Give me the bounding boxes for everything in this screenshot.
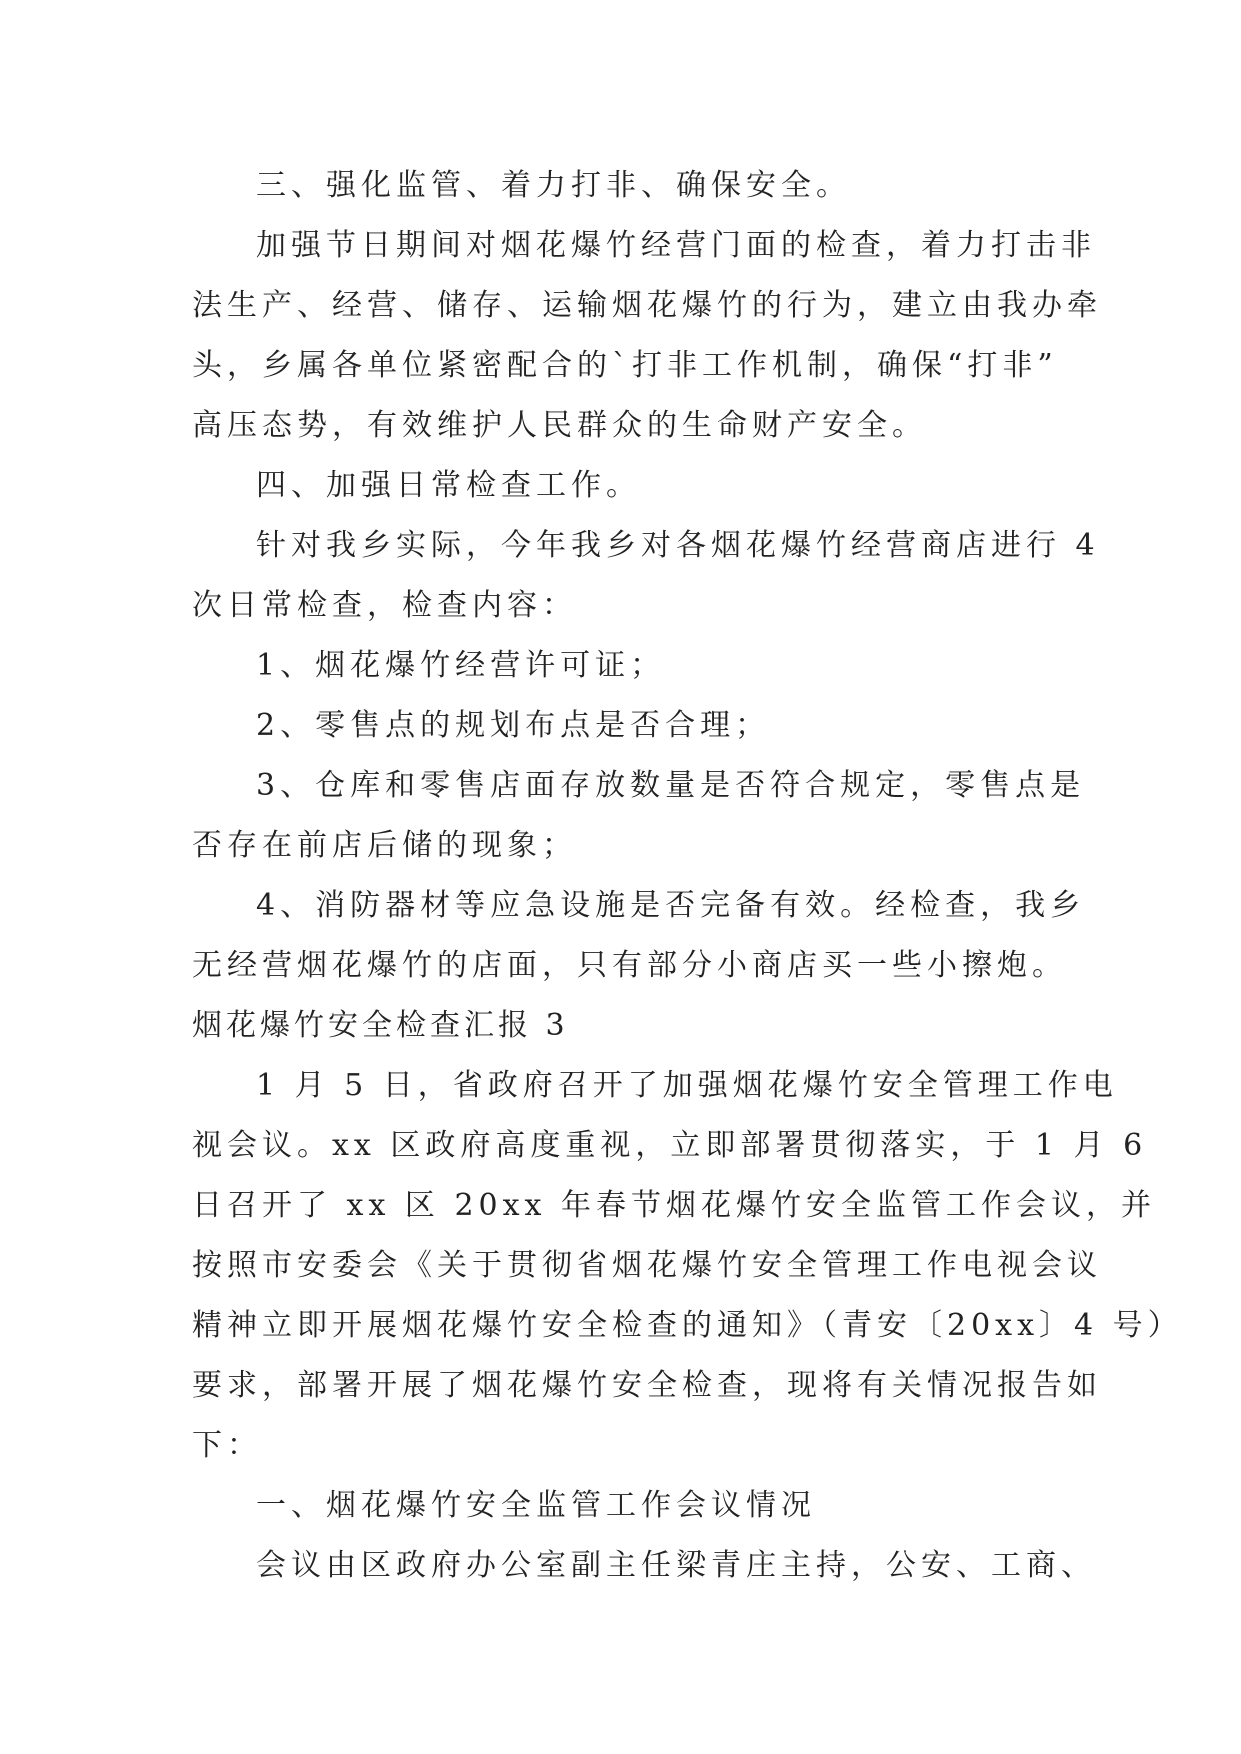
list-item: 2、零售点的规划布点是否合理； — [256, 708, 771, 743]
paragraph-line: 精神立即开展烟花爆竹安全检查的通知》（青安〔20xx〕4 号） — [192, 1308, 1183, 1343]
list-item-continuation: 否存在前店后储的现象； — [192, 828, 577, 863]
paragraph-line: 要求，部署开展了烟花爆竹安全检查，现将有关情况报告如 — [192, 1368, 1102, 1403]
list-item: 4、消防器材等应急设施是否完备有效。经检查，我乡 — [256, 888, 1086, 923]
report-title: 烟花爆竹安全检查汇报 3 — [192, 1008, 569, 1043]
section-heading-4: 四、加强日常检查工作。 — [256, 468, 641, 503]
paragraph-line: 1 月 5 日，省政府召开了加强烟花爆竹安全管理工作电 — [256, 1068, 1118, 1103]
paragraph-line: 会议由区政府办公室副主任梁青庄主持，公安、工商、 — [256, 1548, 1096, 1583]
document-body — [192, 156, 1183, 1596]
paragraph-line: 次日常检查，检查内容： — [192, 588, 577, 623]
section-heading-1: 一、烟花爆竹安全监管工作会议情况 — [256, 1488, 816, 1523]
paragraph-line: 针对我乡实际，今年我乡对各烟花爆竹经营商店进行 4 — [256, 528, 1100, 563]
list-item-continuation: 无经营烟花爆竹的店面，只有部分小商店买一些小擦炮。 — [192, 948, 1067, 983]
paragraph-line: 法生产、经营、储存、运输烟花爆竹的行为，建立由我办牵 — [192, 288, 1102, 323]
paragraph-line: 高压态势，有效维护人民群众的生命财产安全。 — [192, 408, 927, 443]
paragraph-line: 按照市安委会《关于贯彻省烟花爆竹安全管理工作电视会议 — [192, 1248, 1102, 1283]
paragraph-line: 日召开了 xx 区 20xx 年春节烟花爆竹安全监管工作会议，并 — [192, 1188, 1156, 1223]
list-item: 3、仓库和零售店面存放数量是否符合规定，零售点是 — [256, 768, 1086, 803]
section-heading-3: 三、强化监管、着力打非、确保安全。 — [256, 168, 851, 203]
paragraph-line: 头，乡属各单位紧密配合的`打非工作机制，确保“打非” — [192, 348, 1058, 383]
paragraph-line: 视会议。xx 区政府高度重视，立即部署贯彻落实，于 1 月 6 — [192, 1128, 1148, 1163]
paragraph-line: 下： — [192, 1428, 262, 1463]
list-item: 1、烟花爆竹经营许可证； — [256, 648, 666, 683]
paragraph-line: 加强节日期间对烟花爆竹经营门面的检查，着力打击非 — [256, 228, 1096, 263]
